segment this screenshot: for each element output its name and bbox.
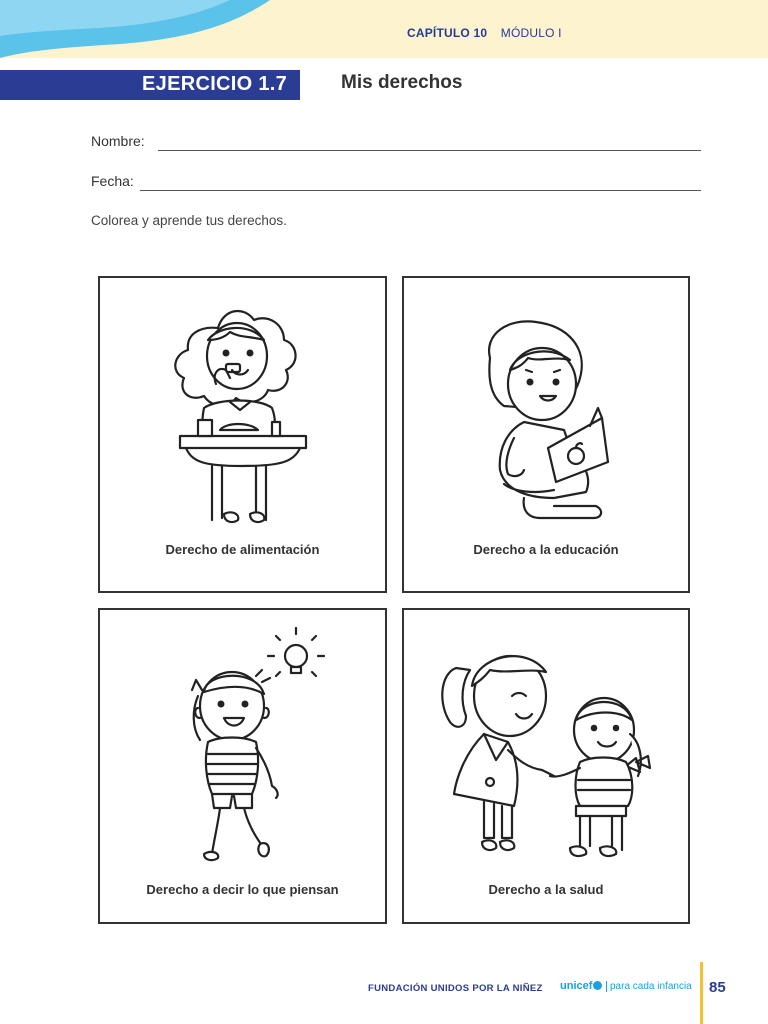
exercise-label: EJERCICIO 1.7: [142, 73, 288, 95]
date-field[interactable]: [140, 190, 701, 191]
page-number-rule: [700, 962, 703, 1024]
chapter-label: [407, 26, 562, 40]
unicef-logo: [560, 980, 602, 992]
name-field[interactable]: [158, 150, 701, 151]
unicef-wordmark: unicef: [560, 980, 593, 992]
globe-icon: [593, 981, 602, 990]
instruction-text: Colorea y aprende tus derechos.: [91, 213, 287, 228]
card-opinion: [98, 608, 387, 924]
chapter-number: CAPÍTULO 10: [407, 26, 488, 40]
module-label: MÓDULO I: [500, 26, 562, 40]
card-caption: Derecho a decir lo que piensan: [146, 882, 339, 897]
card-alimentacion: [98, 276, 387, 593]
unicef-tagline: para cada infancia: [606, 981, 692, 992]
header-wave-shape: [0, 0, 280, 58]
boy-idea-icon: [100, 610, 385, 922]
page-title: Mis derechos: [341, 72, 463, 93]
name-label: Nombre:: [91, 133, 145, 149]
date-label: Fecha:: [91, 173, 134, 189]
page-number: 85: [709, 979, 726, 996]
footer-organization: FUNDACIÓN UNIDOS POR LA NIÑEZ: [368, 983, 543, 994]
card-caption: Derecho a la salud: [488, 882, 604, 897]
card-caption: Derecho a la educación: [473, 542, 619, 557]
card-salud: [402, 608, 690, 924]
doctor-child-icon: [404, 610, 688, 922]
card-caption: Derecho de alimentación: [165, 542, 320, 557]
lightbulb-icon: [268, 628, 324, 676]
card-educacion: [402, 276, 690, 593]
